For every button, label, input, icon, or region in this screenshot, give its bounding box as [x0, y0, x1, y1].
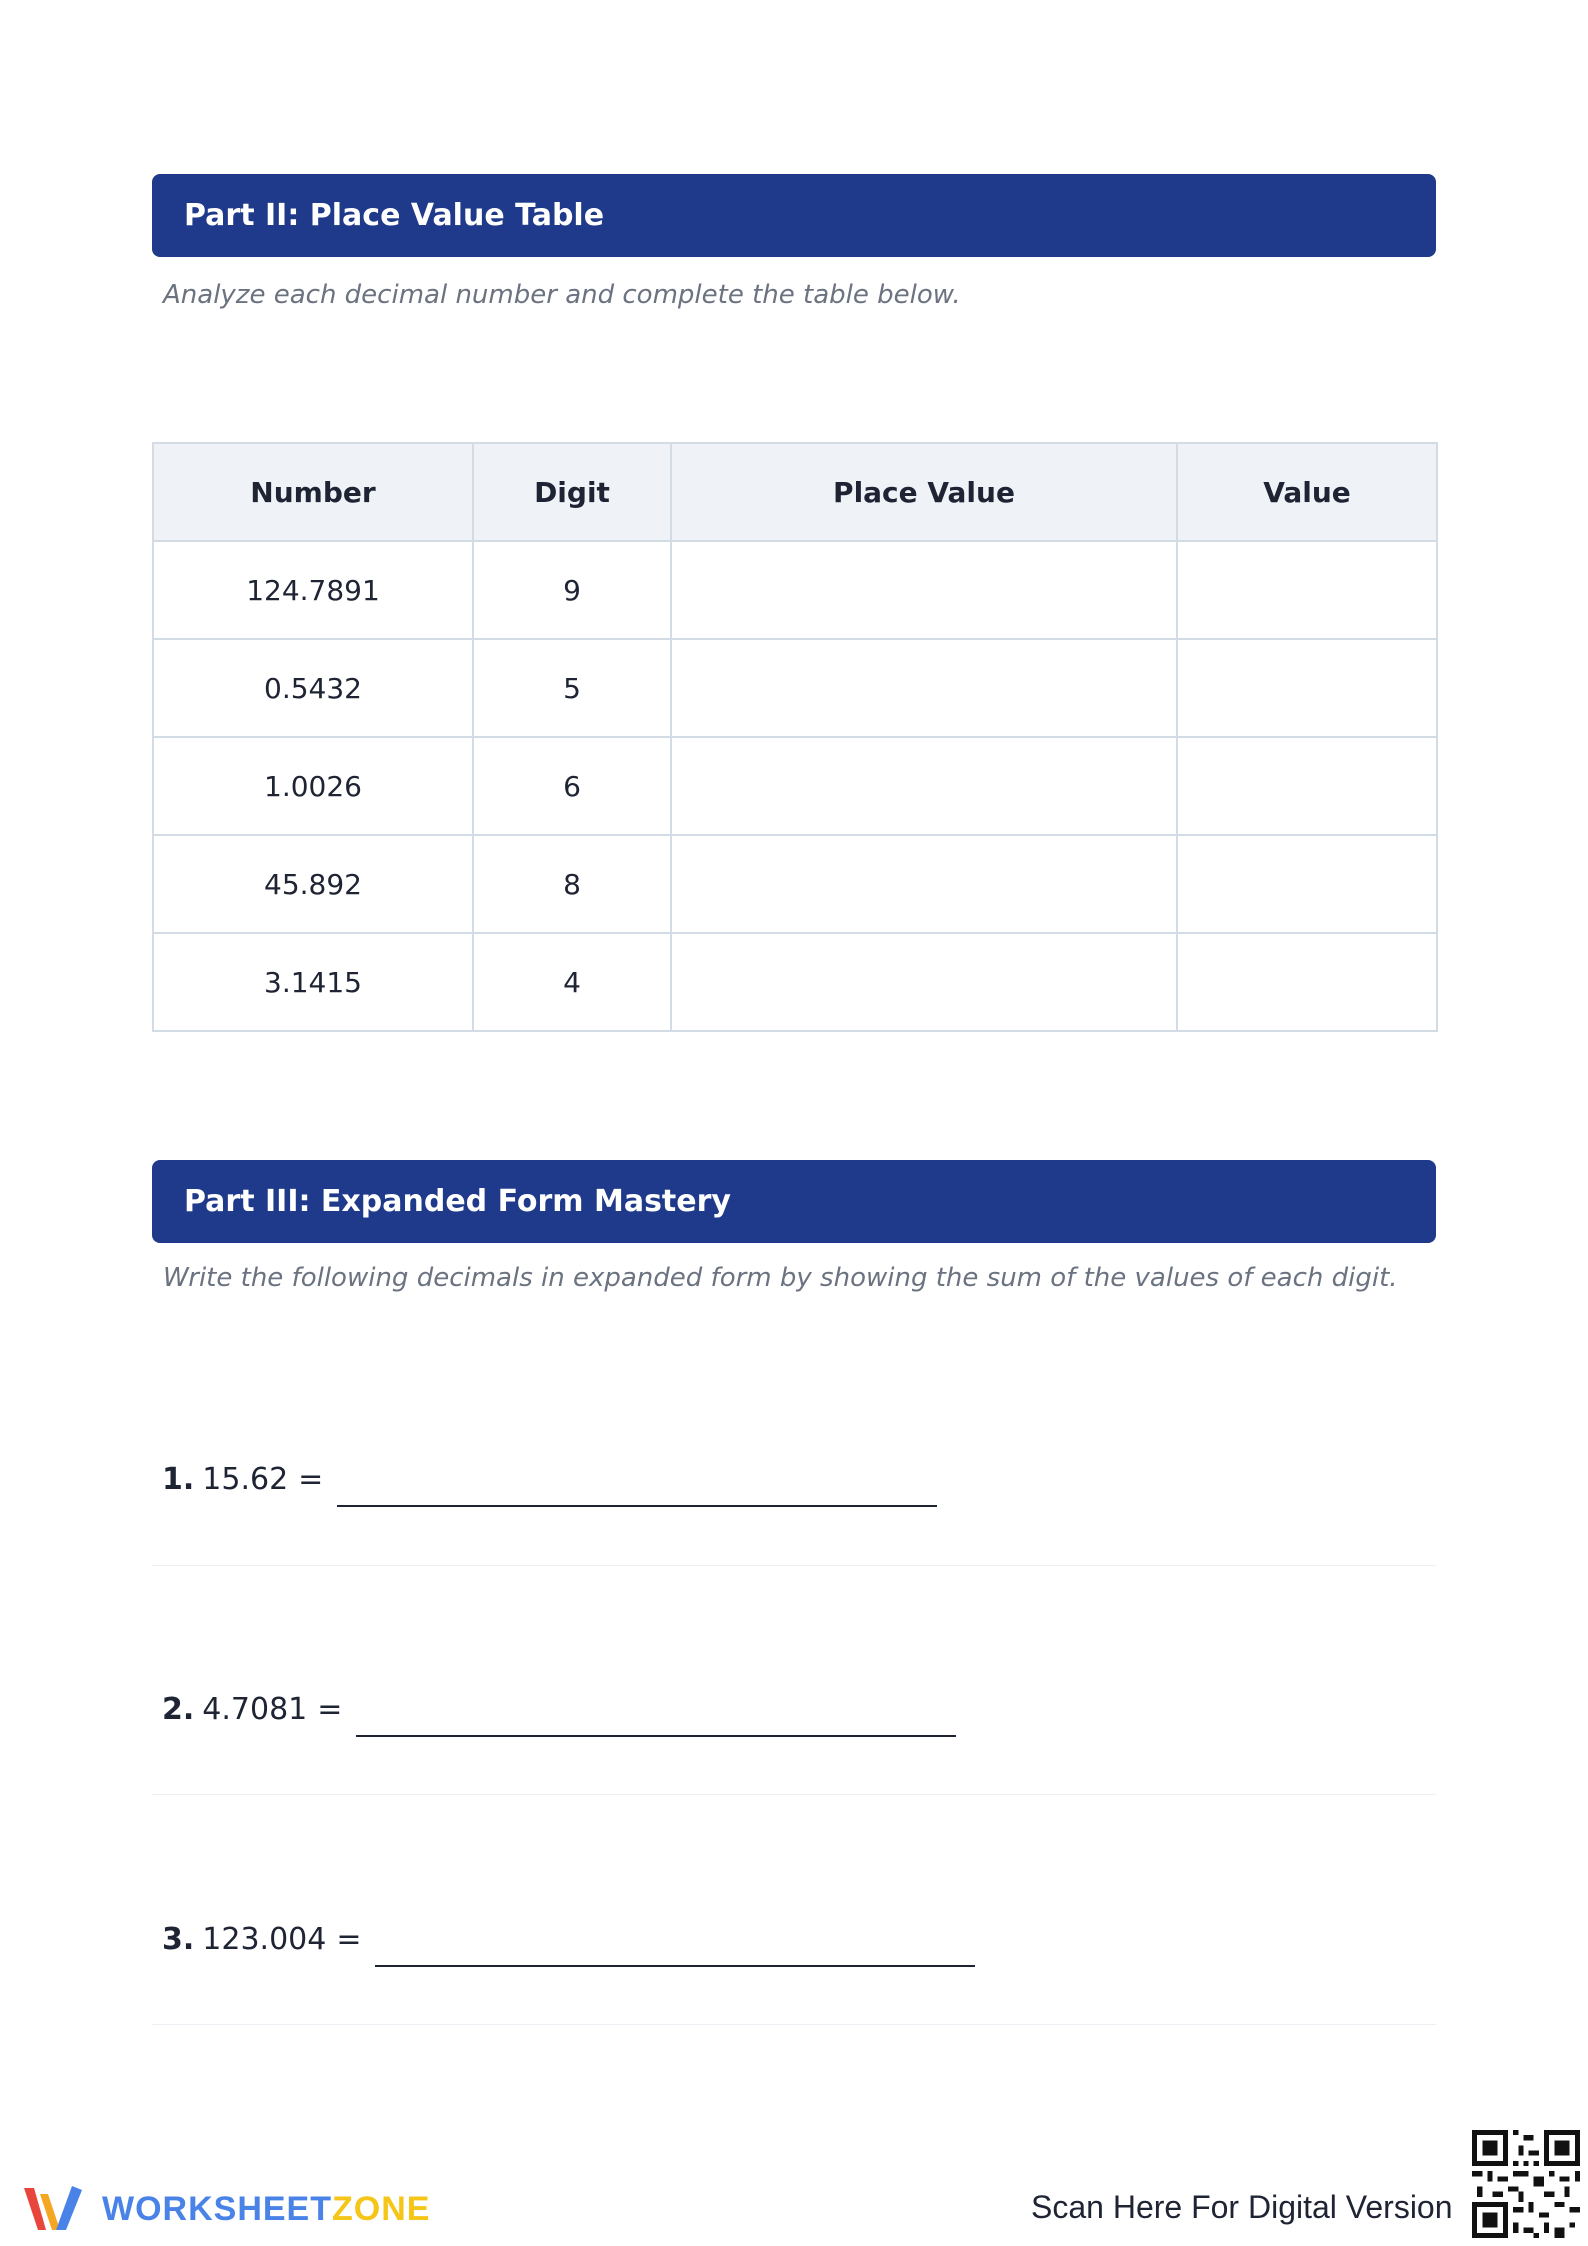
place-value-table	[152, 442, 1438, 1032]
table-row	[153, 835, 1437, 933]
number-cell: 124.7891	[153, 541, 473, 639]
value-cell[interactable]	[1177, 541, 1437, 639]
divider	[152, 2024, 1436, 2025]
answer-line[interactable]	[356, 1703, 956, 1737]
answer-line[interactable]	[337, 1473, 937, 1507]
number-cell: 45.892	[153, 835, 473, 933]
problem-number: 2.	[162, 1692, 195, 1727]
value-cell[interactable]	[1177, 737, 1437, 835]
problem-expression: 15.62	[202, 1462, 289, 1497]
column-header: Digit	[473, 443, 671, 541]
place-value-cell[interactable]	[671, 541, 1177, 639]
column-header: Place Value	[671, 443, 1177, 541]
number-cell: 0.5432	[153, 639, 473, 737]
problem-number: 1.	[162, 1462, 195, 1497]
part3-instructions: Write the following decimals in expanded form by showing the sum of the values of each digit.	[163, 1263, 1398, 1293]
number-cell: 1.0026	[153, 737, 473, 835]
digit-cell: 4	[473, 933, 671, 1031]
part3-title: Part III: Expanded Form Mastery	[184, 1184, 731, 1219]
brand-name: WORKSHEETZONE	[102, 2189, 431, 2228]
place-value-cell[interactable]	[671, 639, 1177, 737]
equals-sign: =	[317, 1692, 343, 1727]
place-value-cell[interactable]	[671, 933, 1177, 1031]
problem-expression: 123.004	[202, 1922, 327, 1957]
problem-item	[162, 1922, 975, 1957]
place-value-cell[interactable]	[671, 835, 1177, 933]
part2-header	[152, 174, 1436, 257]
problem-item	[162, 1462, 937, 1497]
digit-cell: 9	[473, 541, 671, 639]
value-cell[interactable]	[1177, 639, 1437, 737]
digit-cell: 6	[473, 737, 671, 835]
part2-instructions: Analyze each decimal number and complete the table below.	[163, 280, 961, 310]
table-row	[153, 541, 1437, 639]
problem-expression: 4.7081	[202, 1692, 308, 1727]
brand-logo	[20, 2180, 430, 2238]
problem-number: 3.	[162, 1922, 195, 1957]
qr-code-icon[interactable]	[1472, 2130, 1580, 2238]
digit-cell: 8	[473, 835, 671, 933]
equals-sign: =	[336, 1922, 362, 1957]
table-row	[153, 639, 1437, 737]
problem-item	[162, 1692, 956, 1727]
equals-sign: =	[298, 1462, 324, 1497]
table-header-row	[153, 443, 1437, 541]
table-row	[153, 933, 1437, 1031]
worksheetzone-logo-icon	[20, 2180, 92, 2238]
answer-line[interactable]	[375, 1933, 975, 1967]
column-header: Value	[1177, 443, 1437, 541]
column-header: Number	[153, 443, 473, 541]
part2-title: Part II: Place Value Table	[184, 198, 605, 233]
table-row	[153, 737, 1437, 835]
part3-header	[152, 1160, 1436, 1243]
number-cell: 3.1415	[153, 933, 473, 1031]
divider	[152, 1565, 1436, 1566]
value-cell[interactable]	[1177, 933, 1437, 1031]
place-value-cell[interactable]	[671, 737, 1177, 835]
digit-cell: 5	[473, 639, 671, 737]
divider	[152, 1794, 1436, 1795]
value-cell[interactable]	[1177, 835, 1437, 933]
scan-text: Scan Here For Digital Version	[1031, 2189, 1453, 2225]
